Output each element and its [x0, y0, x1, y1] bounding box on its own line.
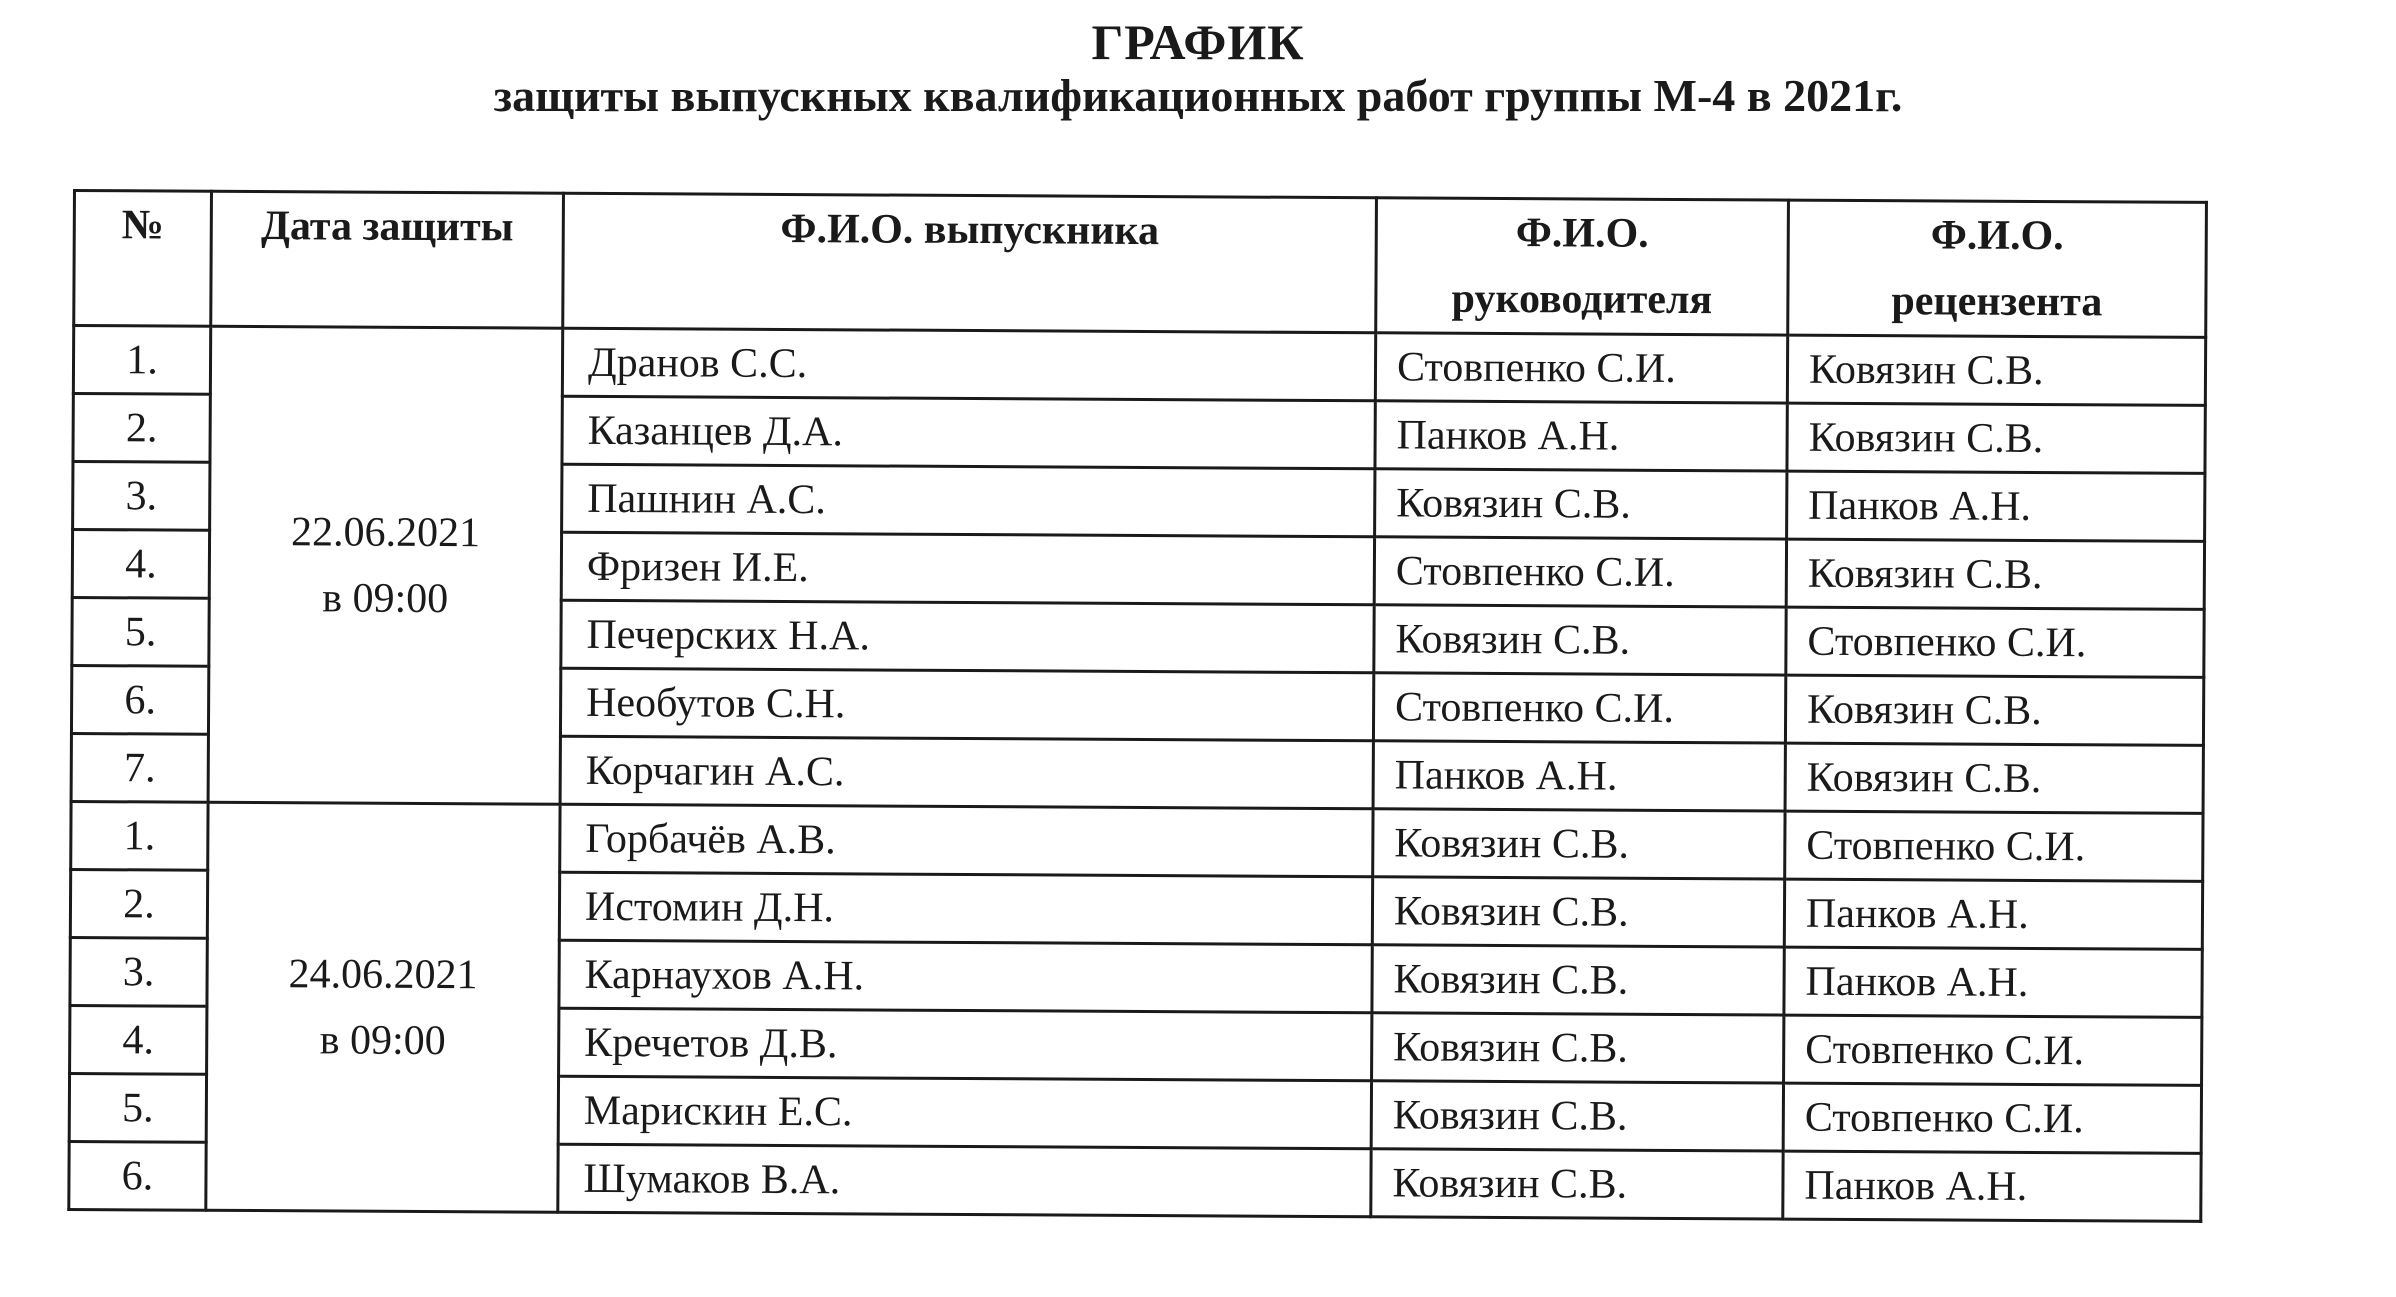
supervisor-name: Стовпенко С.И. [1375, 333, 1787, 403]
student-name: Дранов С.С. [562, 328, 1375, 401]
student-name: Карнаухов А.Н. [559, 940, 1372, 1013]
supervisor-name: Ковязин С.В. [1371, 1081, 1783, 1151]
header-reviewer [1788, 200, 2207, 337]
reviewer-name: Стовпенко С.И. [1786, 607, 2204, 677]
document-subtitle: защиты выпускных квалификационных работ группы М-4 в 2021г. [493, 70, 1903, 121]
defense-date: 24.06.2021 [288, 950, 478, 998]
reviewer-name: Панков А.Н. [1784, 879, 2202, 949]
student-name: Казанцев Д.А. [562, 396, 1375, 469]
supervisor-name: Ковязин С.В. [1372, 1013, 1784, 1083]
row-number: 1. [73, 326, 210, 395]
defense-time: в 09:00 [319, 1016, 446, 1064]
row-number: 3. [73, 462, 210, 531]
reviewer-name: Панков А.Н. [1787, 471, 2205, 541]
reviewer-name: Стовпенко С.И. [1785, 811, 2203, 881]
student-name: Необутов С.Н. [560, 668, 1373, 741]
supervisor-name: Ковязин С.В. [1372, 945, 1784, 1015]
student-name: Горбачёв А.В. [560, 804, 1373, 877]
row-number: 2. [70, 869, 207, 938]
student-name: Истомин Д.Н. [559, 872, 1372, 945]
row-number: 5. [69, 1073, 206, 1142]
row-number: 1. [71, 801, 208, 870]
reviewer-name: Панков А.Н. [1783, 1151, 2201, 1221]
defense-time: в 09:00 [322, 574, 449, 622]
supervisor-name: Стовпенко С.И. [1373, 673, 1785, 743]
table-header-row [74, 191, 2207, 338]
reviewer-name: Панков А.Н. [1784, 947, 2202, 1017]
header-reviewer-line1: Ф.И.О. [1930, 212, 2064, 260]
document-title: ГРАФИК [1091, 14, 1305, 70]
reviewer-name: Ковязин С.В. [1787, 335, 2205, 405]
student-name: Марискин Е.С. [558, 1076, 1371, 1149]
supervisor-name: Ковязин С.В. [1374, 605, 1786, 675]
student-name: Шумаков В.А. [558, 1144, 1371, 1217]
header-date: Дата защиты [211, 191, 564, 328]
header-reviewer-line2: рецензента [1891, 278, 2103, 326]
reviewer-name: Ковязин С.В. [1785, 743, 2203, 813]
row-number: 2. [73, 394, 210, 463]
row-number: 4. [70, 1005, 207, 1074]
student-name: Корчагин А.С. [560, 736, 1373, 809]
defense-date-cell [208, 326, 563, 804]
student-name: Кречетов Д.В. [559, 1008, 1372, 1081]
row-number: 6. [71, 666, 208, 735]
defense-schedule-table [67, 189, 2208, 1223]
supervisor-name: Ковязин С.В. [1375, 469, 1787, 539]
defense-date: 22.06.2021 [290, 508, 481, 556]
header-supervisor-line1: Ф.И.О. [1515, 210, 1649, 257]
student-name: Пашнин А.С. [562, 464, 1375, 537]
student-name: Печерских Н.А. [561, 600, 1374, 673]
row-number: 7. [71, 733, 208, 802]
table-row [73, 326, 2205, 406]
header-number: № [74, 191, 212, 327]
reviewer-name: Ковязин С.В. [1785, 675, 2203, 745]
defense-date-cell [206, 802, 560, 1212]
reviewer-name: Стовпенко С.И. [1783, 1083, 2201, 1153]
table-row [71, 801, 2203, 881]
student-name: Фризен И.Е. [561, 532, 1374, 605]
supervisor-name: Ковязин С.В. [1371, 1149, 1783, 1219]
reviewer-name: Ковязин С.В. [1787, 403, 2205, 473]
supervisor-name: Панков А.Н. [1375, 401, 1787, 471]
reviewer-name: Ковязин С.В. [1786, 539, 2204, 609]
row-number: 3. [70, 937, 207, 1006]
header-supervisor [1376, 198, 1789, 335]
row-number: 4. [72, 530, 209, 599]
reviewer-name: Стовпенко С.И. [1784, 1015, 2202, 1085]
supervisor-name: Ковязин С.В. [1373, 809, 1785, 879]
supervisor-name: Панков А.Н. [1373, 741, 1785, 811]
row-number: 6. [69, 1141, 206, 1210]
supervisor-name: Ковязин С.В. [1372, 877, 1784, 947]
header-supervisor-line2: руководителя [1451, 275, 1713, 324]
header-student: Ф.И.О. выпускника [563, 193, 1377, 333]
row-number: 5. [72, 598, 209, 667]
supervisor-name: Стовпенко С.И. [1374, 537, 1786, 607]
